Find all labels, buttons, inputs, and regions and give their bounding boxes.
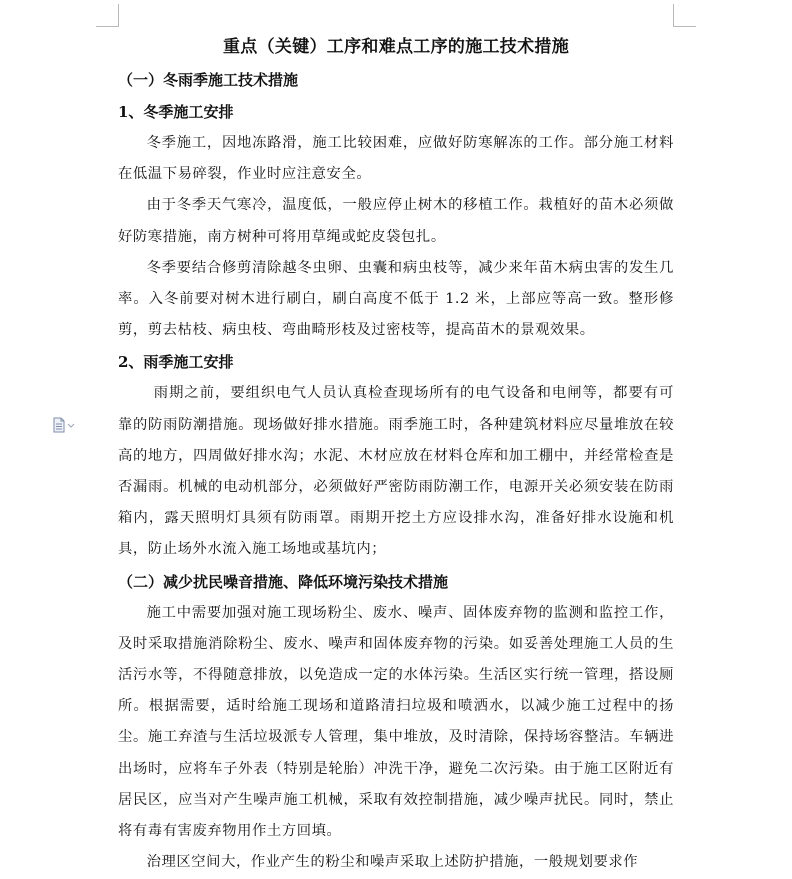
section-heading-noise-pollution: （二）减少扰民噪音措施、降低环境污染技术措施 bbox=[118, 572, 449, 591]
document-body bbox=[118, 32, 674, 878]
subsection-heading-winter: 1、冬季施工安排 bbox=[118, 103, 234, 121]
paragraph-layout-icon[interactable] bbox=[52, 417, 76, 433]
paragraph: 雨期之前，要组织电气人员认真检查现场所有的电气设备和电闸等，都要有可靠的防雨防潮措施。现场做好排水措施。雨季施工时，各种建筑材料应尽量堆放在较高的地方，四周做好排水沟；水泥、木材应放在材料仓库和加工棚中，并经常检查是否漏雨。机械的电动机部分，必须做好严密防雨防潮工作，电源开关必须安装在防雨箱内，露天照明灯具须有防雨罩。雨期开挖土方应设排水沟，准备好排水设施和机具，防止场外水流入施工场地或基坑内； bbox=[118, 385, 674, 558]
paragraph: 冬季施工，因地冻路滑，施工比较困难，应做好防寒解冻的工作。部分施工材料在低温下易碎裂，作业时应注意安全。 bbox=[118, 135, 674, 183]
document-title: 重点（关键）工序和难点工序的施工技术措施 bbox=[223, 37, 569, 57]
crop-mark-top-left bbox=[96, 4, 119, 27]
crop-mark-top-right bbox=[673, 4, 696, 27]
paragraph: 施工中需要加强对施工现场粉尘、废水、噪声、固体废弃物的监测和监控工作，及时采取措施消除粉尘、废水、噪声和固体废弃物的污染。如妥善处理施工人员的生活污水等，不得随意排放，以免造成一定的水体污染。生活区实行统一管理，搭设厕所。根据需要，适时给施工现场和道路清扫垃圾和喷洒水，以减少施工过程中的扬尘。施工弃渣与生活垃圾派专人管理，集中堆放，及时清除，保持场容整洁。车辆进出场时，应将车子外表（特别是轮胎）冲洗干净，避免二次污染。由于施工区附近有居民区，应当对产生噪声施工机械，采取有效控制措施，减少噪声扰民。同时，禁止将有毒有害废弃物用作土方回填。 bbox=[118, 604, 674, 840]
paragraph: 由于冬季天气寒冷，温度低，一般应停止树木的移植工作。栽植好的苗木必须做好防寒措施，南方树种可将用草绳或蛇皮袋包扎。 bbox=[118, 197, 674, 245]
paragraph: 治理区空间大，作业产生的粉尘和噪声采取上述防护措施，一般规划要求作 bbox=[146, 854, 639, 871]
section-heading-winter-rain: （一）冬雨季施工技术措施 bbox=[118, 71, 299, 89]
paragraph: 冬季要结合修剪清除越冬虫卵、虫囊和病虫枝等，减少来年苗木病虫害的发生几率。入冬前要对树木进行刷白，刷白高度不低于 1.2 米，上部应等高一致。整形修剪，剪去枯枝、病虫枝、弯曲畸形枝及过密枝等，提高苗木的景观效果。 bbox=[118, 259, 674, 339]
subsection-heading-rain: 2、雨季施工安排 bbox=[118, 353, 234, 372]
